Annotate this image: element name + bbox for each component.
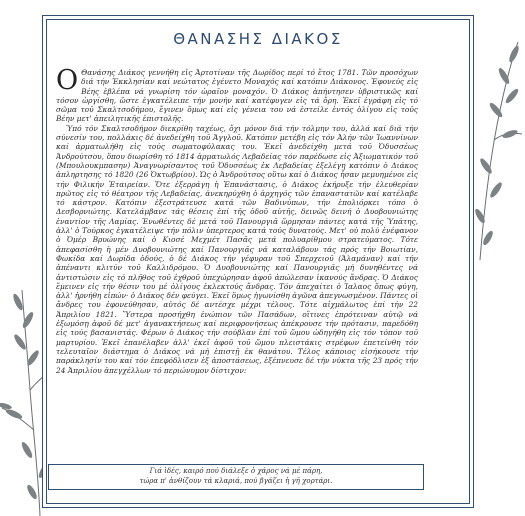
couplet-line-2: τώρα π' ἀνθίζουν τά κλαριά, πού βγάζει ἡ γῆ χορτάρι. — [139, 476, 333, 485]
couplet-line-1: Γιά ἰδές, καιρό πού διάλεξε ὁ χάρος νά μέ πάρη, — [149, 467, 323, 475]
drop-cap: Ο — [56, 68, 79, 96]
biography-text — [56, 68, 418, 462]
closing-couplet — [48, 464, 424, 490]
paragraph-1: Θανάσης Διάκος γεννήθη εἰς Ἀρτοτίναν τῆς Δωρίδος περί τό ἔτος 1781. Τῶν προσόχων διά τήν Ἐκκλησίαν καί νεώτατος ἐγένετο Μοναχός καί κατόπιν Διάκονος. Ἐφονεύς εἰς Βέης ἐβλέπα νά γνωρίση τόν ὡραῖον μοναχόν. Ὁ Διάκος ἀπήντησεν ὑβριστικῶς καί τόσον ὠργίσθη, ὥστε ἐγκατέλειπε τήν μονήν καί κατέφυγεν εἰς τά ὄρη. Ἐκεῖ ἐγράφη εἰς τό σῶμα τοῦ Σκαλτσοδήμου, ἔγινεν ὅμως καί εἰς γένεια του νά ἐστείλε ἐντός ὀλίγου εἰς τοῦς Βέην μετ' ἀπειλητικῆς ἐπιστολῆς. — [56, 68, 418, 124]
paragraph-2: Ὑπό τόν Σκαλτσοδήμον διεκρίθη ταχέως, ὄχι μόνον διά τήν τόλμην του, ἀλλά καί διά τήν σύνεσίν του, πολλάκις δέ ἀνεδείχθη τοῦ Ἀγγλοῦ. Κατόπιν μετέβη εἰς τόν Ἀλήν τῶν Ἰωαννίνων καί ἀρματωλήθη εἰς τούς σωματοφύλακας του. Ἐκεῖ ἀνεδείχθη μετά τοῦ Ὀδυσσέως Ἀνδρούτσου, ὅπου διωρίσθη τό 1814 ἁρματωλός Λεβαδείας τόν παρέδωσε εἰς Ἀξιωματικόν τοῦ (Μπουλουκμπασην) Ἀναγνωρίσαντος τοῦ Ὀδυσσέως ἐκ Λεβαδείας ἐξελέγη κατόπιν ὁ Διάκος ἀπληρτησης τό 1820 (26 Ὀκτωβρίου). Ὡς ὁ Ἀνδρούτσος οὕτω καί ὁ Διάκος ἦσαν μεμυημένοι εἰς τήν Φιλικήν Ἑταιρείαν. Ὅτε ἐξερράγη ἡ Ἐπανάστασις, ὁ Διάκος ἐκήρυξε τήν ἐλευθερίαν πρῶτος εἰς τό θέατρον τῆς Λεβαδείας, ἀνεκηρύχθη ὁ ἀρχηγός τῶν ἐπαναστατῶν καί κατέλαβε τό κάστρον. Κατόπιν ἐξεστράτευσε κατά τῶν Βαδινύπων, τήν ἐπολιόρκει τόπο ὁ Δεσβορνιώτης. Κατελάμβανε τάς θέσεις ἐπί τῆς ὁδοῦ αὐτῆς, δεινῶς δεινή ὁ Δυοβουνιώτης ἐναντίον τῆς Λαμίας. Ἐνωθέντες δέ μετά τοῦ Πανουργιᾶ ὥρμησαν πάντες κατά τῆς Ὑπάτης, ἀλλ' ὁ Τούρκος ἐγκατέλειψε τήν πόλιν ὑπερτερος κατά τούς δυνατούς. Μετ' οὐ πολύ ἐνέφανον ὁ Ὀμέρ Βρυώνης καί ὁ Κιοσέ Μεχμέτ Πασᾶς μετά πολυαρίθμου στρατεύματος. Τότε ἀπεφασίσθη ἡ μέν Δυοβουνιώτης καί Πανουργιᾶς νά καταλάβουν τάς πρός τήν Βοιωτίαν, Φωκίδα καί Δωρίδα ὁδούς, ὁ δέ Διάκος τήν γέφυραν τοῦ Σπερχειοῦ (Ἀλαμάναν) καί τήν ἀπέναντι κλιτύν τοῦ Καλλιδρόμου. Ὁ Δυοβουνιώτης καί Πανουργιᾶς μή δυνηθέντες νά ἀντιστώσιν εἰς τό πλῆθος τοῦ ἐχθροῦ ὑπεχώρησαν ἀφοῦ ἀπώλεσαν ἱκανούς ἄνδρας. Ὁ Διάκος ἔμεινεν εἰς τήν θέσιν του μέ ὀλίγους ἐκλεκτούς ἄνδρας. Τόν ἀπεχαίτει ὁ Ἰαλαος ὅπως φύγη, ἀλλ' ἠρνήθη εἰπών· ὁ Διάκος δέν φεύγει. Ἐκεῖ ὅμως ἠγωνίσθη ἀγῶνα ἀπεγνωσμένον. Πάντες οἱ ἄνδρες του ἐφονεύθησαν, αὐτός δέ αντέσχε μέχρι τέλους. Τότε αἰχμάλωτος ἐπί τήν 22 Ἀπριλίου 1821. Ὕστερα προσήχθη ἐνώπιον τῶν Πασάδων, οἵτινες ἐπρότειναν αὐτῷ νά ἐξωμόσῃ ἀφοῦ δέ μετ' ἀγανακτήσεως καί περιφρονήσεως ἀπέκρουσε τήν πρότασιν, παρεδόθη εἰς τούς βασανιστάς. Φέρων ὁ Διάκος τήν σούβλαν ἐπί τοῦ ὤμου ὠδηγήθη εἰς τόν τόπον τοῦ μαρτυρίου. Ἐκεῖ ἐπανέλαβεν ἀλλ' ἐκεῖ ἀφοῦ τοῦ ὤμου πλειστάκις στρέφων ἐπετείνθη τόν τελευταῖον διάστημα ὁ Διάκος νά μή ἐπιστῇ ἐκ θανάτου. Τέλος κάποιος εἰσήκουσε τήν παράκλησίν του καί τόν ἐπεφόδλισεν ἐξ ἀποστάσεως, ἐξέπνευσε δέ τήν νύκτα τῆς 23 πρός τήν 24 Ἀπριλίου ἀπεγχέλλων τό περιώνυμον δίστιχον: — [56, 123, 418, 375]
page-title: ΘΑΝΑΣΗΣ ΔΙΑΚΟΣ — [173, 30, 343, 48]
right-branch-decoration — [470, 40, 525, 260]
